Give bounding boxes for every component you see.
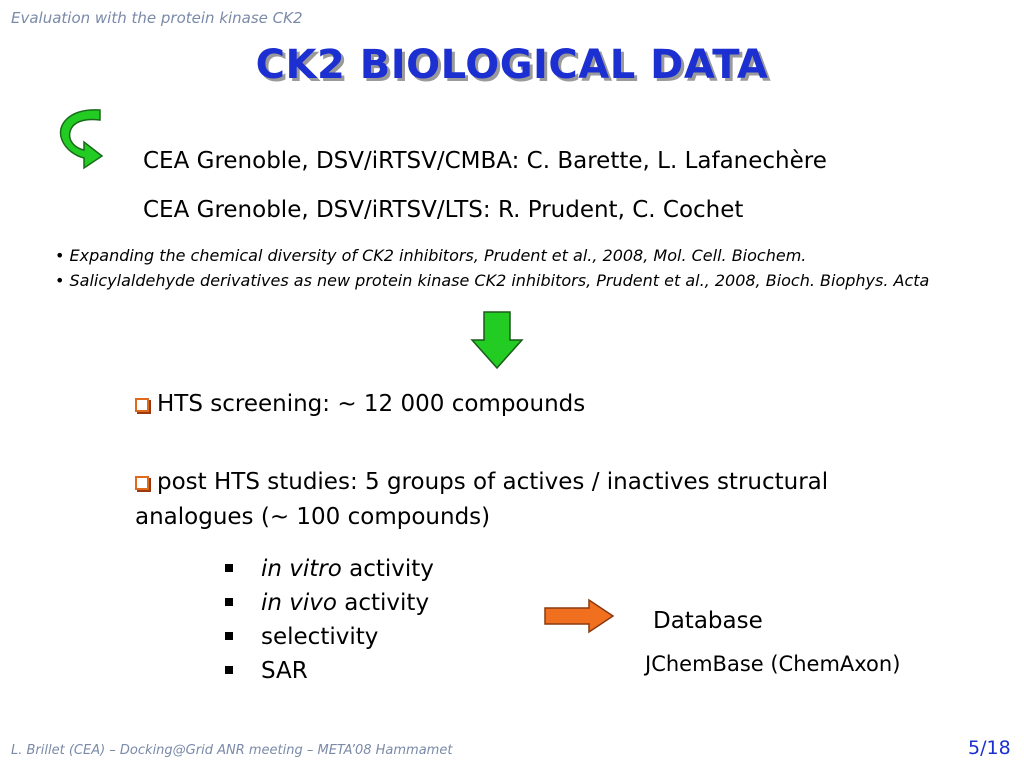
activity-item: [225, 590, 429, 616]
reference-item: • Expanding the chemical diversity of CK2 inhibitors, Prudent et al., 2008, Mol. Cell. Biochem.: [55, 246, 807, 265]
activity-item: [225, 624, 378, 650]
reference-item: • Salicylaldehyde derivatives as new protein kinase CK2 inhibitors, Prudent et al., 2008, Bioch. Biophys. Acta: [55, 271, 930, 290]
right-arrow-icon: [543, 598, 615, 634]
activity-text: activity: [341, 556, 434, 582]
square-bullet-icon: [225, 632, 233, 640]
square-bullet-icon: [225, 666, 233, 674]
activity-text: SAR: [261, 658, 308, 684]
activity-em: in vitro: [261, 556, 342, 582]
hts-screening-text: HTS screening: ~ 12 000 compounds: [157, 391, 586, 417]
post-hts-item: [135, 465, 855, 535]
activity-text: activity: [336, 590, 430, 616]
slide-title: CK2 BIOLOGICAL DATA: [255, 42, 769, 88]
square-bullet-icon: [225, 598, 233, 606]
square-bullet-icon: [225, 564, 233, 572]
curved-arrow-icon: [50, 106, 104, 176]
database-tool: JChemBase (ChemAxon): [645, 652, 901, 676]
page-number: 5/18: [968, 737, 1011, 759]
affiliation-lts: CEA Grenoble, DSV/iRTSV/LTS: R. Prudent, C. Cochet: [143, 197, 744, 223]
activity-item: [225, 556, 434, 582]
hts-screening-item: [135, 391, 585, 417]
down-arrow-icon: [470, 310, 524, 370]
activity-item: [225, 658, 308, 684]
footer-credit: L. Brillet (CEA) – Docking@Grid ANR meeting – META’08 Hammamet: [11, 743, 453, 758]
checkbox-bullet-icon: [135, 398, 149, 412]
checkbox-bullet-icon: [135, 476, 149, 490]
activity-text: selectivity: [261, 624, 379, 650]
post-hts-text: post HTS studies: 5 groups of actives / inactives structural analogues (~ 100 compounds): [135, 469, 829, 530]
activity-em: in vivo: [261, 590, 337, 616]
affiliation-cmba: CEA Grenoble, DSV/iRTSV/CMBA: C. Barette, L. Lafanechère: [143, 148, 827, 174]
header-note: Evaluation with the protein kinase CK2: [11, 9, 303, 27]
database-label: Database: [653, 608, 763, 634]
